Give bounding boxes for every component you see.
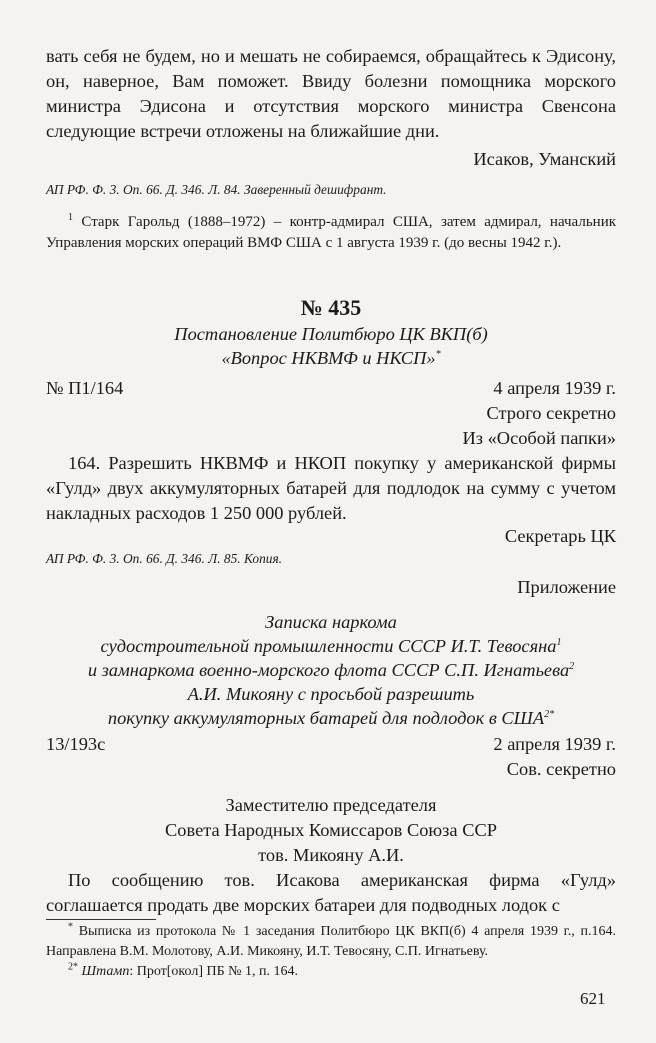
page-number: 621 [580,989,606,1008]
resolution-paragraph [46,451,616,526]
bottom-footnote-2-mark: 2* [68,961,78,973]
protocol-header [46,376,616,401]
footnote-divider [46,919,156,920]
signature-2-text: Секретарь ЦК [504,526,616,546]
protocol-number: № П1/164 [46,378,124,398]
document-number-text: № 435 [300,295,362,320]
bottom-footnote-2-label: Штамп [81,964,130,979]
note-title-mark-a: 1 [556,636,562,648]
document-number [46,294,616,322]
top-paragraph [46,44,616,144]
note-title-line-5: покупку аккумуляторных батарей для подлодок в США [107,708,545,728]
archive-source-2-text: АП РФ. Ф. 3. Оп. 66. Д. 346. Л. 85. Копия. [46,551,283,566]
note-header [46,732,616,757]
addressee-block [46,793,616,868]
note-title-line-2: судостроительной промышленности СССР И.Т. Тевосяна [100,636,557,656]
archive-source-2 [46,550,616,568]
note-title-mark-b: 2 [569,660,575,672]
note-title-mark-c: 2* [544,708,555,720]
addressee-line-1: Заместителю председателя [225,795,437,815]
appendix-label [46,575,616,600]
secrecy-block-1 [46,401,616,451]
addressee-line-2: Совета Народных Комиссаров Союза ССР [165,820,497,840]
bottom-footnote-1-mark: * [68,921,73,933]
note-title-line-4: А.И. Микояну с просьбой разрешить [187,684,475,704]
note-number: 13/193с [46,734,106,754]
bottom-footnote-2 [46,962,616,982]
top-paragraph-text: вать себя не будем, но и мешать не собираемся, обращайтесь к Эдисону, он, наверное, Вам поможет. Ввиду болезни помощника морского министра Эдисона и отсутствия морского министра Свенсона следующие встречи отложены на ближайшие дни. [46,46,616,141]
note-title-line-3: и замнаркома военно-морского флота СССР С.П. Игнатьева [87,660,570,680]
bottom-footnote-1-text: Выписка из протокола № 1 заседания Политбюро ЦК ВКП(б) 4 апреля 1939 г., п.164. Направлена В.М. Молотову, А.И. Микояну, И.Т. Тевосяну, С.П. Игнатьеву. [46,924,616,959]
document-title-line-1: Постановление Политбюро ЦК ВКП(б) [174,324,488,344]
footnote-1-mark: 1 [68,212,73,223]
note-date: 2 апреля 1939 г. [493,734,616,754]
bottom-footnote-2-text: : Прот[окол] ПБ № 1, п. 164. [129,964,298,979]
signature-isakov-umansky [46,147,616,172]
document-title-line-2: «Вопрос НКВМФ и НКСП» [221,348,436,368]
signature-secretary [46,524,616,549]
document-title-mark: * [435,348,441,360]
addressee-line-3: тов. Микояну А.И. [258,845,404,865]
note-title-line-1: Записка наркома [265,612,397,632]
archive-source-1 [46,181,616,199]
protocol-date: 4 апреля 1939 г. [493,378,616,398]
special-folder-label: Из «Особой папки» [462,428,616,448]
secrecy-label-2: Сов. секретно [506,759,616,779]
note-body-text: По сообщению тов. Исакова американская фирма «Гулд» соглашается продать две морских батареи для подводных лодок с [46,870,616,915]
note-title [46,610,616,730]
signature-1-text: Исаков, Уманский [473,149,616,169]
secrecy-label-1: Строго секретно [486,403,616,423]
footnote-1-text: Старк Гарольд (1888–1972) – контр-адмирал США, затем адмирал, начальник Управления морских операций ВМФ США с 1 августа 1939 г. (до весны 1942 г.). [46,214,617,251]
archive-source-1-text: АП РФ. Ф. 3. Оп. 66. Д. 346. Л. 84. Заверенный дешифрант. [46,182,387,197]
bottom-footnote-1 [46,922,616,962]
secrecy-block-2 [46,757,616,782]
appendix-label-text: Приложение [517,577,616,597]
footnote-stark [46,212,616,254]
document-title [46,322,616,370]
resolution-text: 164. Разрешить НКВМФ и НКОП покупку у американской фирмы «Гулд» двух аккумуляторных батарей для подлодок на сумму с учетом накладных расходов 1 250 000 рублей. [46,453,616,523]
note-body-paragraph [46,868,616,918]
